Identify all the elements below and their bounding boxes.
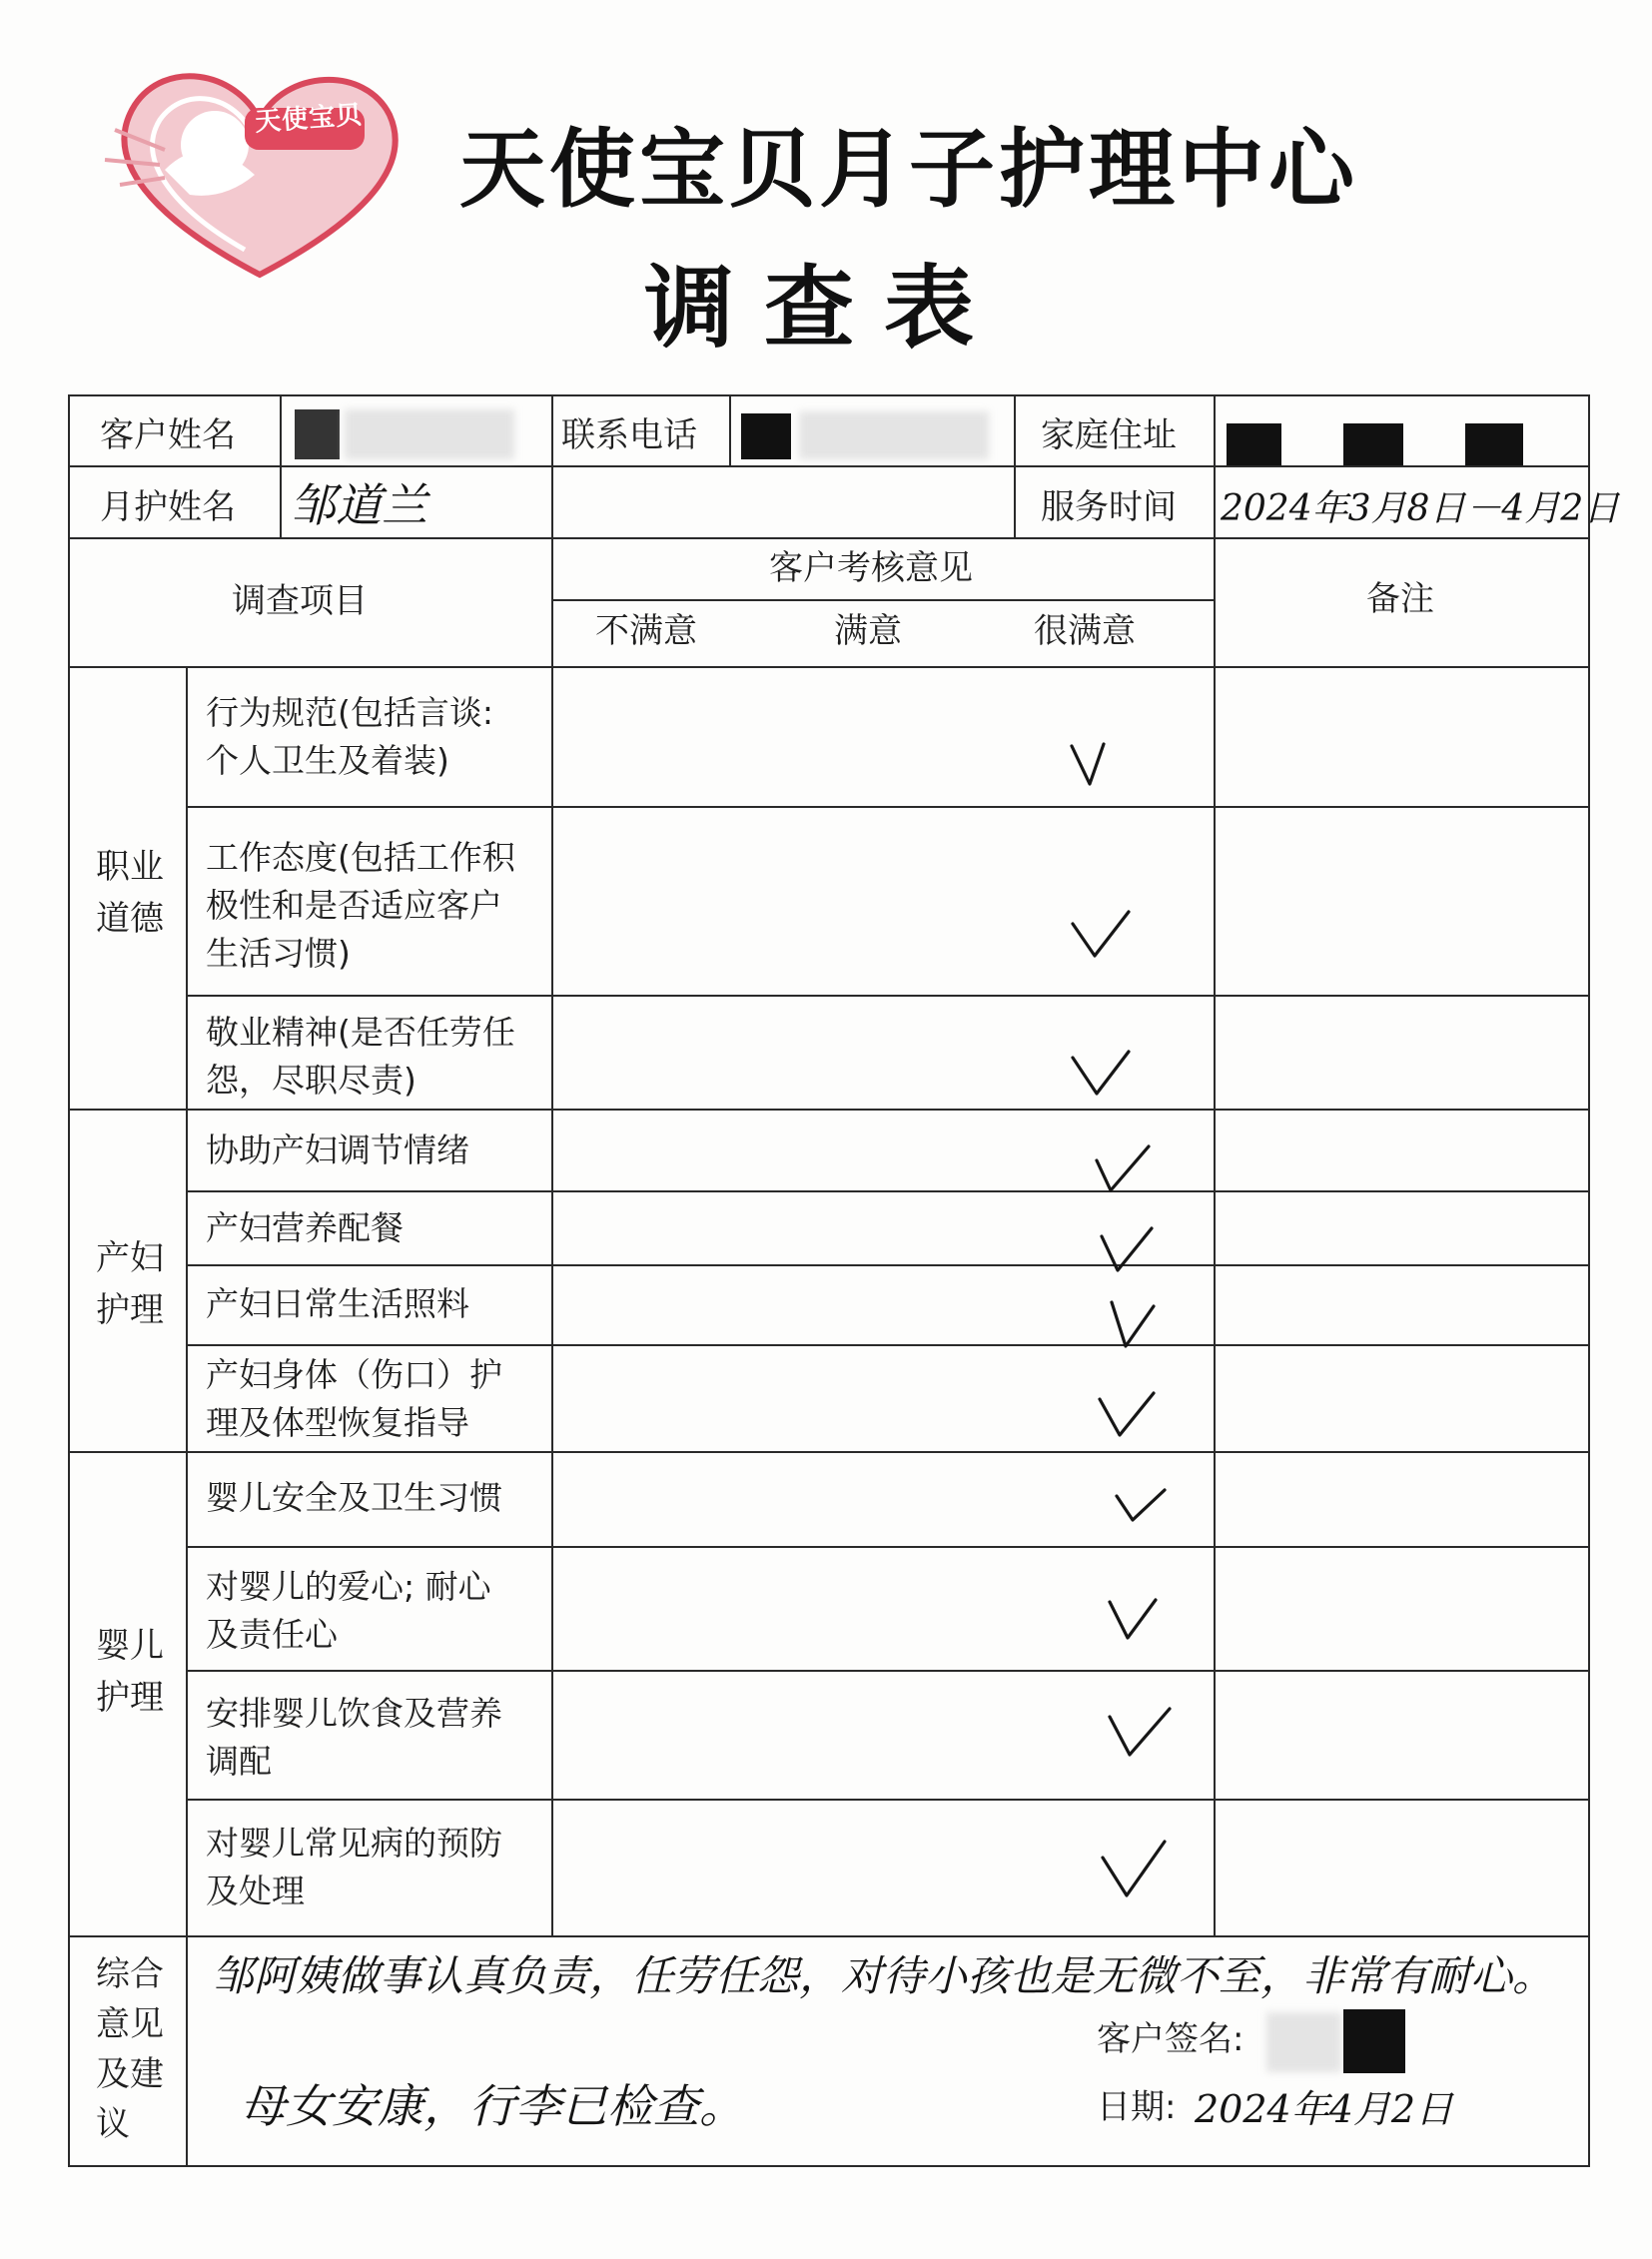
divider	[729, 394, 731, 466]
survey-item-header: 调查项目	[232, 581, 368, 621]
satisfied-header: 满意	[834, 611, 902, 651]
summary-label: 综合 意见 及建 议	[96, 1954, 164, 2144]
divider	[68, 666, 1590, 668]
redaction-block	[1343, 2009, 1405, 2073]
checkmark-icon	[1067, 1042, 1137, 1102]
service-time-value: 2024年3月8日－4月2日	[1221, 488, 1620, 529]
divider	[68, 465, 1590, 467]
checkmark-icon	[1104, 1703, 1174, 1763]
divider	[186, 666, 188, 1937]
divider	[551, 666, 553, 1937]
checkmark-icon	[1094, 1383, 1164, 1443]
survey-item: 对婴儿常见病的预防 及处理	[206, 1824, 502, 1910]
divider	[186, 1799, 1590, 1801]
nurse-name-label: 月护姓名	[100, 487, 236, 527]
phone-label: 联系电话	[561, 415, 697, 455]
date-value: 2024年4月2日	[1195, 2087, 1454, 2131]
divider	[68, 1451, 1590, 1453]
redaction-block	[1465, 423, 1523, 465]
divider	[68, 1935, 1590, 1937]
unsatisfied-header: 不满意	[595, 611, 697, 651]
survey-item: 产妇身体（伤口）护 理及体型恢复指导	[206, 1355, 502, 1442]
divider	[551, 599, 1214, 601]
survey-item: 对婴儿的爱心; 耐心 及责任心	[206, 1567, 491, 1654]
summary-comment: 邹阿姨做事认真负责，任劳任怨，对待小孩也是无微不至，非常有耐心。	[212, 1951, 1555, 2000]
redaction-block	[741, 413, 791, 459]
divider	[1014, 394, 1016, 537]
table-border-bottom	[68, 2165, 1590, 2167]
page-subtitle: 调查表	[644, 256, 1004, 361]
survey-item: 安排婴儿饮食及营养 调配	[206, 1694, 502, 1781]
remarks-header: 备注	[1366, 579, 1434, 619]
redaction-block	[345, 409, 514, 459]
checkmark-icon	[1099, 1840, 1169, 1899]
divider	[186, 1344, 1590, 1346]
category-label: 职业 道德	[96, 847, 164, 939]
survey-item: 敬业精神(是否任劳任 怨，尽职尽责)	[206, 1013, 515, 1100]
survey-item: 工作态度(包括工作积 极性和是否适应客户 生活习惯)	[206, 838, 515, 973]
checkmark-icon	[1064, 734, 1134, 794]
divider	[1214, 394, 1216, 1937]
table-border-left	[68, 394, 70, 2167]
redaction-block	[1343, 423, 1403, 465]
checkmark-icon	[1109, 1476, 1179, 1536]
divider	[68, 1109, 1590, 1111]
logo-text: 天使宝贝	[254, 100, 365, 138]
divider	[68, 537, 1590, 539]
divider	[186, 1546, 1590, 1548]
redaction-block	[295, 409, 340, 459]
survey-item: 产妇日常生活照料	[206, 1284, 469, 1323]
checkmark-icon	[1094, 1220, 1164, 1280]
evaluation-header: 客户考核意见	[769, 548, 973, 588]
divider	[186, 1937, 188, 2167]
survey-item: 产妇营养配餐	[206, 1208, 404, 1247]
category-label: 产妇 护理	[96, 1238, 164, 1330]
redaction-block	[799, 411, 989, 459]
address-label: 家庭住址	[1041, 415, 1177, 455]
table-border-top	[68, 394, 1590, 396]
divider	[186, 1264, 1590, 1266]
service-time-label: 服务时间	[1041, 487, 1177, 527]
redaction-block	[1266, 2012, 1341, 2072]
category-label: 婴儿 护理	[96, 1626, 164, 1718]
nurse-name-value: 邹道兰	[290, 478, 427, 532]
date-label: 日期:	[1097, 2087, 1177, 2127]
checkmark-icon	[1104, 1588, 1174, 1648]
divider	[186, 1190, 1590, 1192]
divider	[186, 995, 1590, 997]
checkmark-icon	[1067, 904, 1137, 964]
survey-item: 协助产妇调节情绪	[206, 1130, 469, 1169]
redaction-block	[1227, 423, 1281, 465]
checkmark-icon	[1089, 1138, 1159, 1198]
divider	[186, 1670, 1590, 1672]
divider	[186, 806, 1590, 808]
divider	[280, 394, 282, 537]
survey-item: 行为规范(包括言谈: 个人卫生及着装)	[206, 693, 493, 780]
very-satisfied-header: 很满意	[1034, 611, 1136, 651]
table-border-right	[1588, 394, 1590, 2167]
customer-name-label: 客户姓名	[100, 415, 236, 455]
signature-label: 客户签名:	[1097, 2019, 1244, 2059]
survey-item: 婴儿安全及卫生习惯	[206, 1478, 502, 1517]
page-title: 天使宝贝月子护理中心	[459, 120, 1358, 220]
summary-comment: 母女安康，行李已检查。	[240, 2079, 745, 2133]
checkmark-icon	[1104, 1294, 1174, 1354]
